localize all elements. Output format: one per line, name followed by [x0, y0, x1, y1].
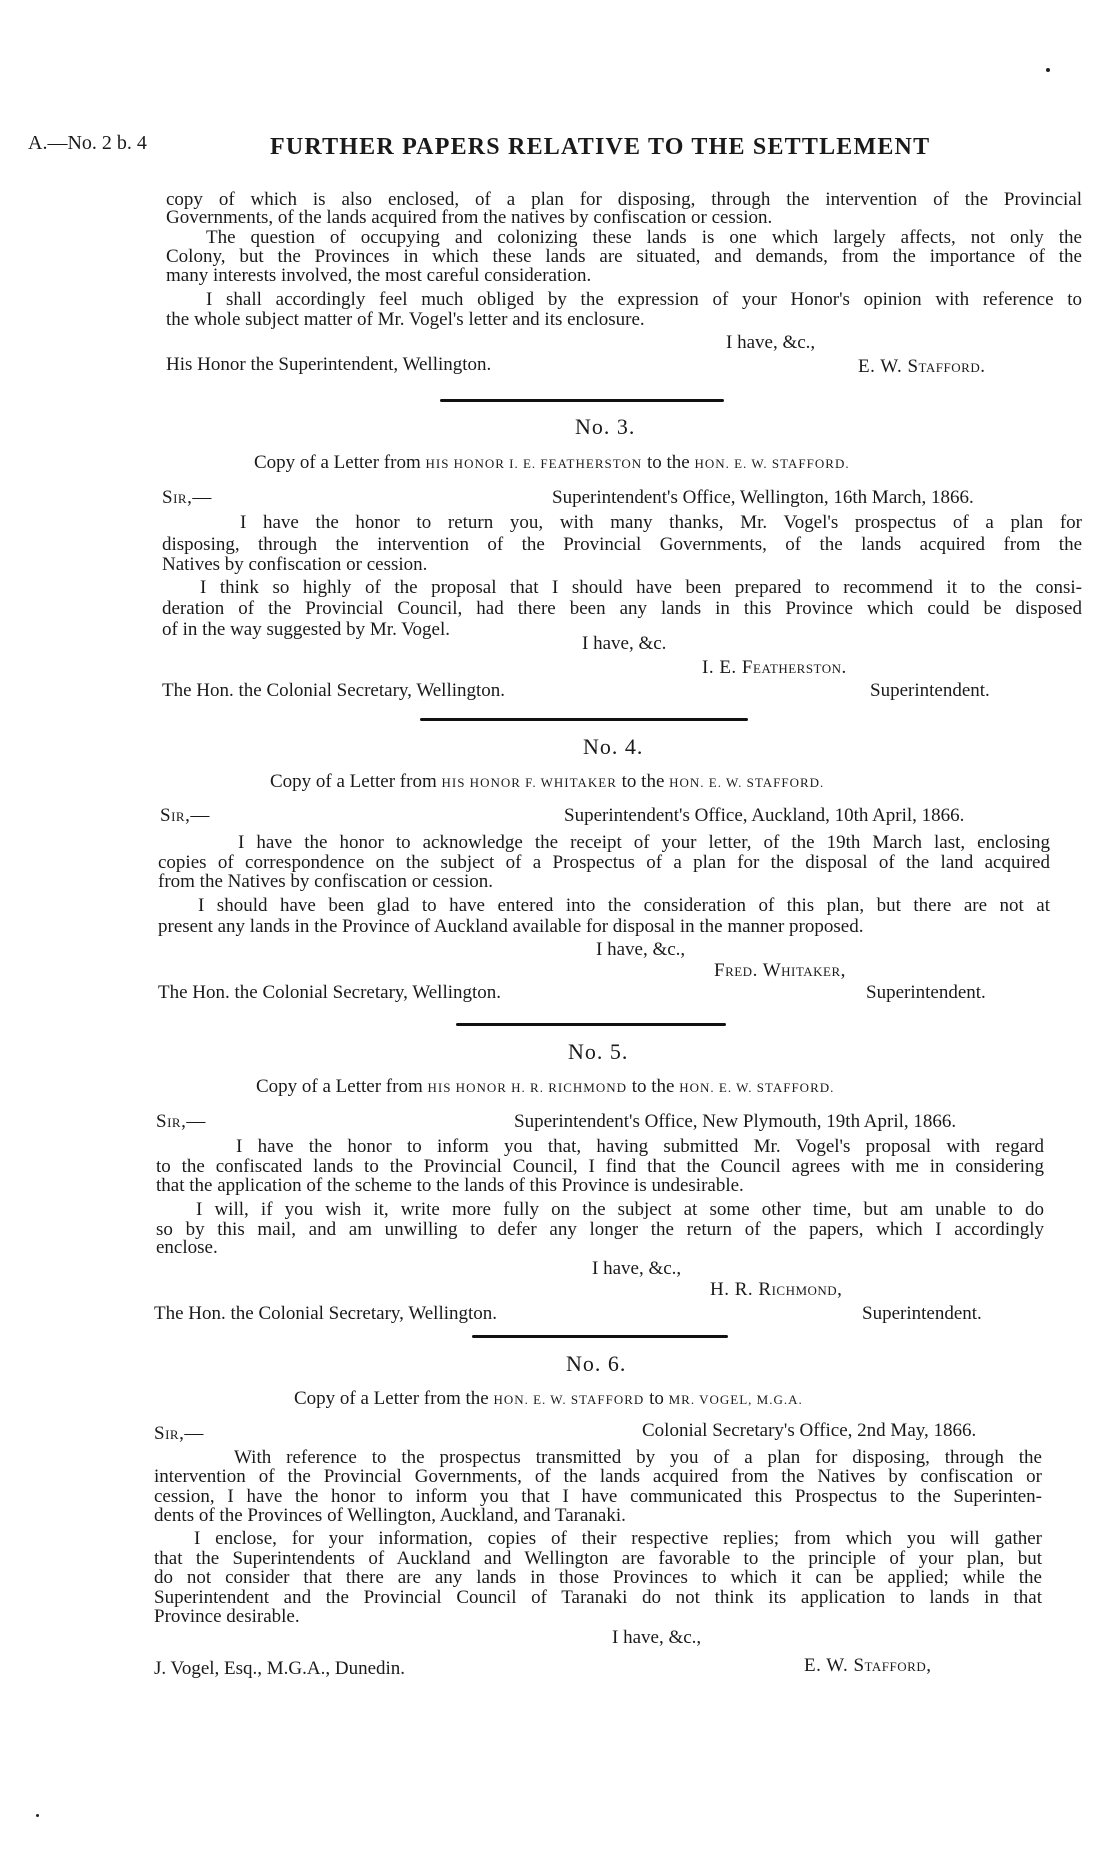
signatory-title: Superintendent. — [866, 982, 986, 1003]
addressee: The Hon. the Colonial Secretary, Wellington. — [154, 1303, 498, 1324]
addressee: His Honor the Superintendent, Wellington. — [166, 354, 492, 375]
closing: I have, &c., — [592, 1258, 682, 1279]
body-line: disposing, through the intervention of the Provincial Governments, of the lands acquired from the — [162, 534, 1082, 555]
place-date: Superintendent's Office, Wellington, 16th March, 1866. — [552, 487, 974, 508]
place-date: Superintendent's Office, New Plymouth, 19th April, 1866. — [514, 1111, 957, 1132]
closing: I have, &c., — [596, 939, 686, 960]
closing: I have, &c., — [612, 1627, 702, 1648]
body-line: the whole subject matter of Mr. Vogel's letter and its enclosure. — [166, 309, 645, 330]
body-line: of in the way suggested by Mr. Vogel. — [162, 619, 450, 640]
body-line: I have the honor to acknowledge the receipt of your letter, of the 19th March last, enclosing — [238, 832, 1050, 853]
body-line: I have the honor to inform you that, having submitted Mr. Vogel's proposal with regard — [236, 1136, 1044, 1157]
letter-number: No. 4. — [583, 734, 644, 759]
section-divider — [472, 1335, 728, 1338]
body-line: deration of the Provincial Council, had there been any lands in this Province which could be disposed — [162, 598, 1082, 619]
signature: E. W. Stafford. — [858, 356, 986, 377]
body-line: from the Natives by confiscation or cession. — [158, 871, 494, 892]
body-line: copy of which is also enclosed, of a plan for disposing, through the intervention of the Provincial — [166, 189, 1082, 210]
page-reference: A.—No. 2 b. 4 — [28, 132, 147, 154]
signature: E. W. Stafford, — [804, 1655, 932, 1676]
salutation: Sir,— — [162, 487, 212, 508]
salutation: Sir,— — [156, 1111, 206, 1132]
page-title: FURTHER PAPERS RELATIVE TO THE SETTLEMENT — [270, 134, 931, 160]
letter-caption — [294, 1389, 803, 1410]
caption-to: MR. VOGEL, M.G.A. — [668, 1392, 803, 1407]
caption-mid: to the — [631, 1076, 675, 1097]
addressee: The Hon. the Colonial Secretary, Wellington. — [158, 982, 502, 1003]
caption-to: HON. E. W. STAFFORD. — [679, 1080, 835, 1095]
caption-from: HON. E. W. STAFFORD — [493, 1392, 645, 1407]
caption-prefix: Copy of a Letter from — [270, 771, 437, 792]
body-line: I enclose, for your information, copies of their respective replies; from which you will gather — [194, 1528, 1042, 1549]
section-divider — [420, 718, 748, 721]
body-line: that the Superintendents of Auckland and Wellington are favorable to the principle of your plan, but — [154, 1548, 1042, 1569]
letter-caption — [256, 1077, 834, 1098]
body-line: cession, I have the honor to inform you that I have communicated this Prospectus to the Superinten- — [154, 1486, 1042, 1507]
caption-from: HIS HONOR F. WHITAKER — [441, 775, 617, 790]
signature: Fred. Whitaker, — [714, 960, 846, 981]
caption-from: HIS HONOR I. E. FEATHERSTON — [425, 456, 643, 471]
body-line: copies of correspondence on the subject of a Prospectus of a plan for the disposal of the land acquired — [158, 852, 1050, 873]
signatory-title: Superintendent. — [870, 680, 990, 701]
body-line: intervention of the Provincial Governments, of the lands acquired from the Natives by confiscation or — [154, 1466, 1042, 1487]
place-date: Colonial Secretary's Office, 2nd May, 1866. — [642, 1420, 977, 1441]
body-line: to the confiscated lands to the Provincial Council, I find that the Council agrees with me in considering — [156, 1156, 1044, 1177]
body-line: dents of the Provinces of Wellington, Auckland, and Taranaki. — [154, 1505, 626, 1526]
section-divider — [456, 1023, 726, 1026]
signature: H. R. Richmond, — [710, 1279, 843, 1300]
body-line: Governments, of the lands acquired from the natives by confiscation or cession. — [166, 207, 773, 228]
signatory-title: Superintendent. — [862, 1303, 982, 1324]
addressee: The Hon. the Colonial Secretary, Wellington. — [162, 680, 506, 701]
letter-number: No. 3. — [575, 414, 636, 439]
body-line: that the application of the scheme to the lands of this Province is undesirable. — [156, 1175, 744, 1196]
closing: I have, &c. — [582, 633, 667, 654]
closing: I have, &c., — [726, 332, 816, 353]
caption-prefix: Copy of a Letter from — [254, 452, 421, 473]
place-date: Superintendent's Office, Auckland, 10th April, 1866. — [564, 805, 965, 826]
caption-to: HON. E. W. STAFFORD. — [694, 456, 850, 471]
body-line: Province desirable. — [154, 1606, 300, 1627]
body-line: I have the honor to return you, with many thanks, Mr. Vogel's prospectus of a plan for — [240, 512, 1082, 533]
body-line: present any lands in the Province of Auckland available for disposal in the manner proposed. — [158, 916, 864, 937]
body-line: Colony, but the Provinces in which these lands are situated, and demands, from the importance of the — [166, 246, 1082, 267]
caption-from: HIS HONOR H. R. RICHMOND — [427, 1080, 627, 1095]
body-line: I will, if you wish it, write more fully on the subject at some other time, but am unable to do — [196, 1199, 1044, 1220]
addressee: J. Vogel, Esq., M.G.A., Dunedin. — [154, 1658, 406, 1679]
caption-mid: to the — [646, 452, 690, 473]
salutation: Sir,— — [160, 805, 210, 826]
body-line: The question of occupying and colonizing these lands is one which largely affects, not only the — [206, 227, 1082, 248]
letter-number: No. 5. — [568, 1039, 629, 1064]
caption-prefix: Copy of a Letter from — [256, 1076, 423, 1097]
body-line: I shall accordingly feel much obliged by the expression of your Honor's opinion with reference to — [206, 289, 1082, 310]
margin-mark — [1046, 68, 1050, 72]
body-line: I should have been glad to have entered into the consideration of this plan, but there are not at — [198, 895, 1050, 916]
caption-mid: to — [649, 1388, 664, 1409]
caption-to: HON. E. W. STAFFORD. — [669, 775, 825, 790]
caption-prefix: Copy of a Letter from the — [294, 1388, 489, 1409]
body-line: do not consider that there are any lands in those Provinces to which it can be applied; while the — [154, 1567, 1042, 1588]
caption-mid: to the — [621, 771, 665, 792]
letter-caption — [270, 772, 824, 793]
letter-caption — [254, 453, 850, 474]
margin-mark — [36, 1814, 39, 1817]
body-line: so by this mail, and am unwilling to defer any longer the return of the papers, which I accordingly — [156, 1219, 1044, 1240]
body-line: With reference to the prospectus transmitted by you of a plan for disposing, through the — [234, 1447, 1042, 1468]
body-line: enclose. — [156, 1237, 218, 1258]
letter-number: No. 6. — [566, 1351, 627, 1376]
body-line: I think so highly of the proposal that I should have been prepared to recommend it to the consi- — [200, 577, 1082, 598]
body-line: Natives by confiscation or cession. — [162, 554, 428, 575]
body-line: Superintendent and the Provincial Council of Taranaki do not think its application to lands in that — [154, 1587, 1042, 1608]
section-divider — [440, 399, 724, 402]
salutation: Sir,— — [154, 1423, 204, 1444]
signature: I. E. Featherston. — [702, 657, 847, 678]
body-line: many interests involved, the most careful consideration. — [166, 265, 592, 286]
